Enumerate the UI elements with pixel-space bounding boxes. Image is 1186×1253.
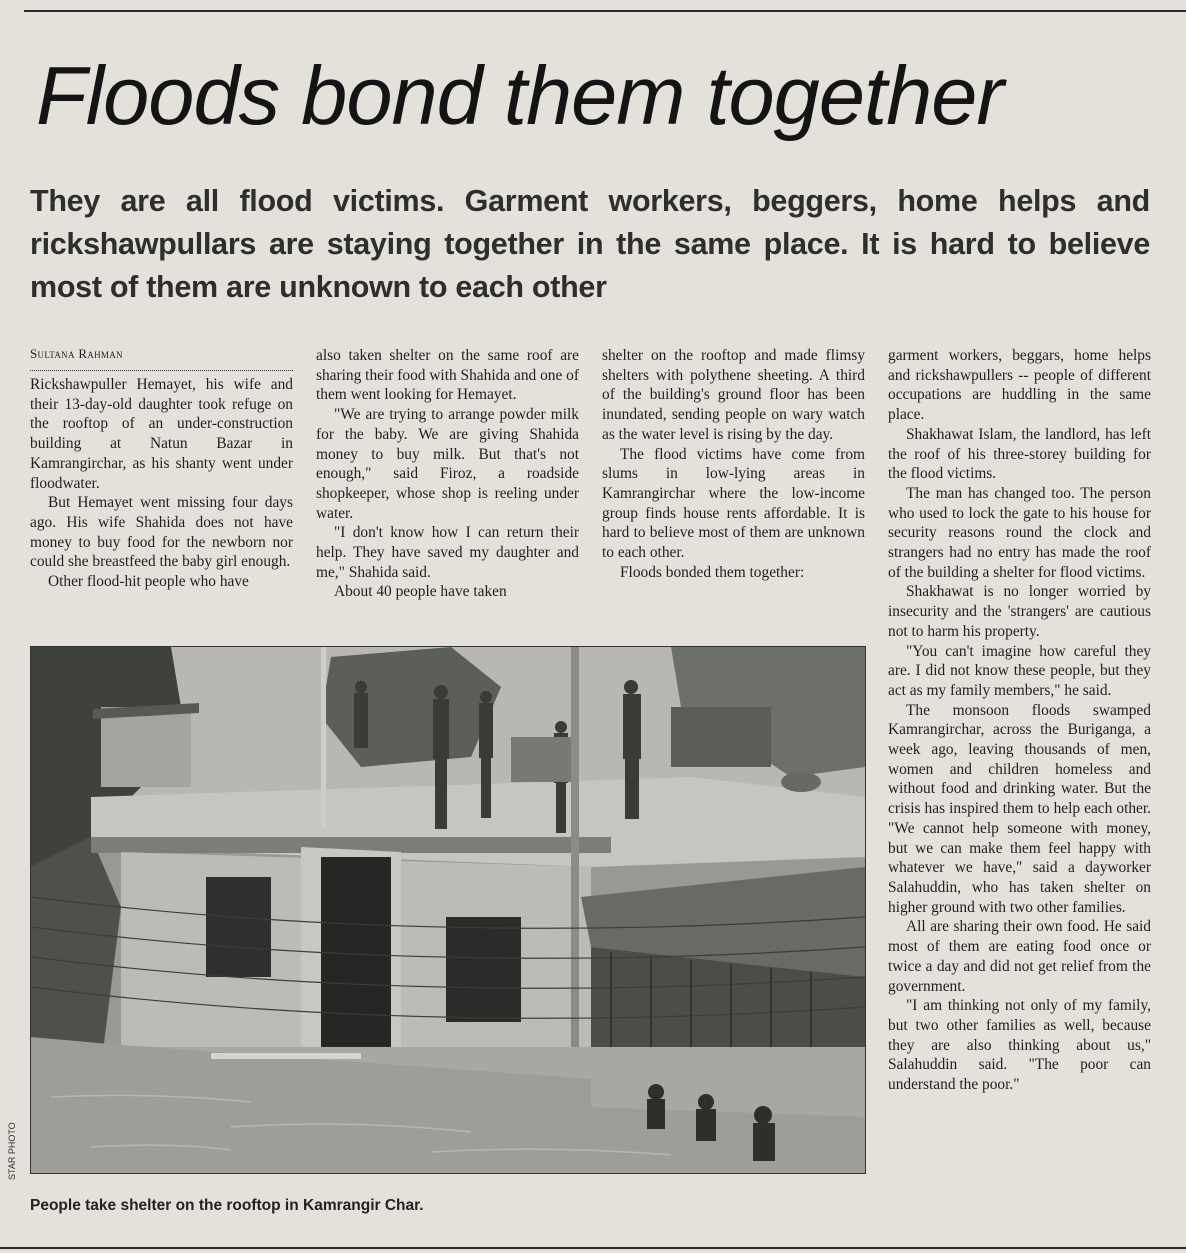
paragraph: Shakhawat Islam, the landlord, has left the roof of his three-storey building for the flood victims.	[888, 425, 1151, 483]
paragraph: garment workers, beggars, home helps and rickshawpullers -- people of different occupations are huddling in the same place.	[888, 347, 1151, 424]
deck: They are all flood victims. Garment workers, beggers, home helps and rickshawpullars are staying together in the same place. It is hard to believe most of them are unknown to each other	[30, 184, 1150, 304]
paragraph: But Hemayet went missing four days ago. His wife Shahida does not have money to buy food for the newborn nor could she breastfeed the baby girl enough.	[30, 494, 293, 571]
paragraph: Shakhawat is no longer worried by insecurity and the 'strangers' are cautious not to harm his property.	[888, 583, 1151, 640]
paragraph: The flood victims have come from slums in low-lying areas in Kamrangirchar where the low-income group finds house rents affordable. It is hard to believe most of them are unknown to each other.	[602, 445, 865, 562]
flood-photo	[30, 646, 866, 1174]
byline: Sultana Rahman	[30, 346, 123, 361]
paragraph: "I am thinking not only of my family, but two other families as well, because they are also thinking about us," Salahuddin said. "The poor can understand the poor."	[888, 997, 1151, 1094]
paragraph: Floods bonded them together:	[620, 563, 805, 581]
paragraph: "We are trying to arrange powder milk for the baby. We are giving Shahida money to buy milk. But that's not enough," said Firoz, a roadside shopkeeper, whose shop is reeling under water.	[316, 406, 579, 522]
column-2	[316, 346, 579, 602]
paragraph: About 40 people have taken	[334, 583, 507, 601]
photo-caption: People take shelter on the rooftop in Kamrangir Char.	[30, 1197, 424, 1214]
column-1	[30, 346, 293, 592]
top-rule	[24, 10, 1186, 12]
paragraph: Rickshawpuller Hemayet, his wife and their 13-day-old daughter took refuge on the rooftop of an under-construction building at Natun Bazar in Kamrangirchar, as his shanty went under floodwater.	[30, 376, 293, 492]
column-4	[888, 346, 1151, 1095]
paragraph: All are sharing their own food. He said most of them are eating food once or twice a day and did not get relief from the government.	[888, 918, 1151, 995]
paragraph: shelter on the rooftop and made flimsy shelters with polythene sheeting. A third of the building's ground floor has been inundated, sending people on wary watch as the water level is rising by the day.	[602, 347, 865, 443]
byline-rule	[30, 370, 293, 371]
paragraph: "I don't know how I can return their help. They have saved my daughter and me," Shahida said.	[316, 524, 579, 581]
paragraph: also taken shelter on the same roof are sharing their food with Shahida and one of them went looking for Hemayet.	[316, 347, 579, 404]
column-3	[602, 346, 865, 582]
paragraph: The man has changed too. The person who used to lock the gate to his house for security reasons round the clock and strangers had no entry has made the roof of the building a shelter for flood victims.	[888, 484, 1151, 581]
paragraph: Other flood-hit people who have	[48, 573, 249, 591]
paragraph: "You can't imagine how careful they are. I did not know these people, but they act as my family members," he said.	[888, 642, 1151, 699]
paragraph: The monsoon floods swamped Kamrangirchar, across the Buriganga, a week ago, leaving thousands of men, women and children homeless and without food and drinking water. But the crisis has inspired them to help each other. "We cannot help someone with money, but we can make them feel happy with whatever we have," said a dayworker Salahuddin, who has taken shelter on higher ground with two other families.	[888, 701, 1151, 916]
flood-photo-illustration	[31, 647, 865, 1173]
bottom-rule	[0, 1247, 1186, 1249]
headline: Floods bond them together	[36, 49, 1004, 142]
